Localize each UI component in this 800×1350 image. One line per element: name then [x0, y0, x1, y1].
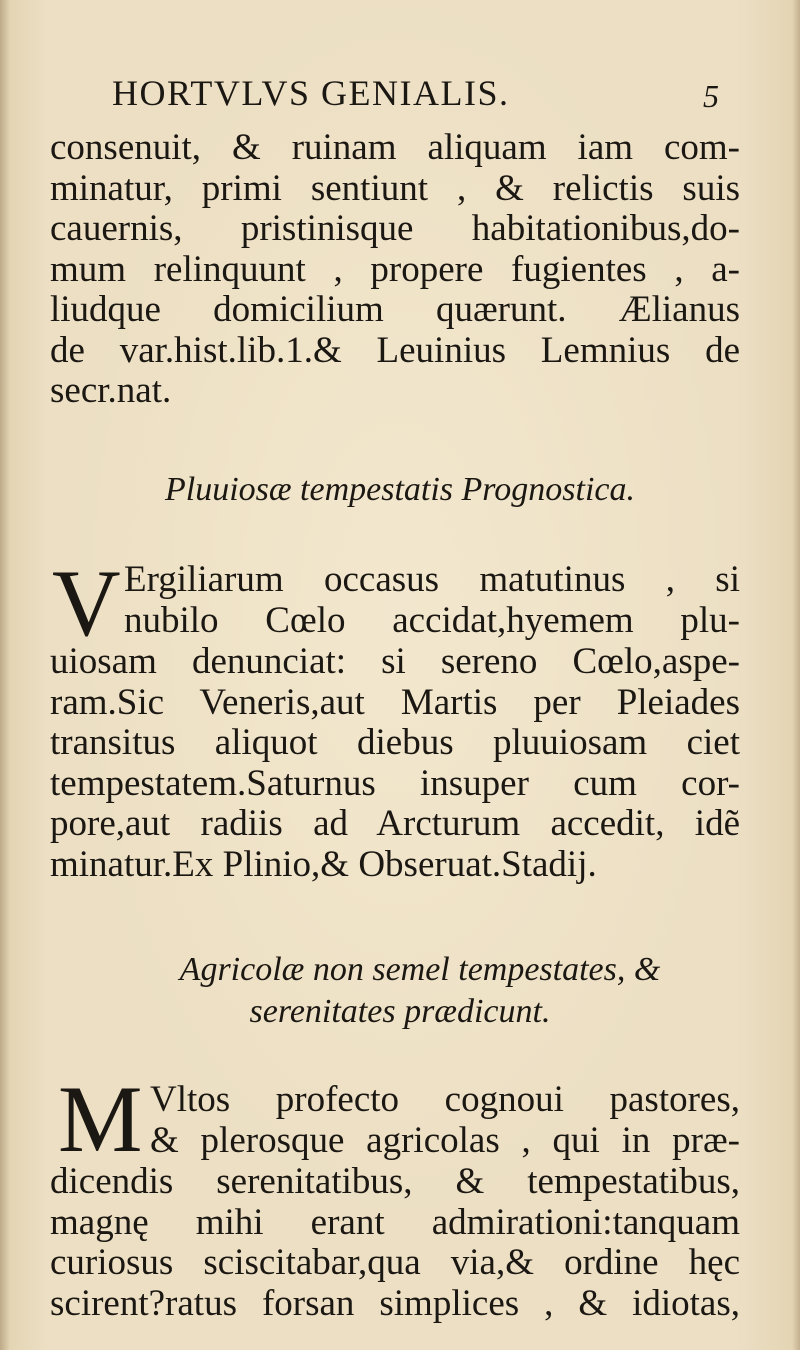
- drop-cap-letter: V: [52, 550, 121, 656]
- section-heading: serenitates prædicunt.: [249, 993, 551, 1030]
- text-line: de var.hist.lib.1.& Leuinius Lemnius de: [50, 329, 740, 371]
- text-line: consenuit, & ruinam aliquam iam com-: [50, 127, 740, 168]
- text-line: nubilo Cœlo accidat,hyemem plu-: [124, 600, 740, 641]
- text-line: Ergiliarum occasus matutinus , si: [124, 559, 740, 600]
- paragraph-prognostica: [50, 642, 740, 885]
- text-line: pore,aut radiis ad Arcturum accedit, idẽ: [50, 803, 740, 844]
- text-line: Vltos profecto cognoui pastores,: [150, 1079, 740, 1120]
- text-line: dicendis serenitatibus, & tempestatibus,: [50, 1161, 740, 1202]
- text-line: magnę mihi erant admirationi:tanquam: [50, 1201, 740, 1243]
- text-line: tempestatem.Saturnus insuper cum cor-: [50, 762, 740, 804]
- paragraph-agricolae: [50, 1162, 740, 1324]
- paragraph-continuation: [50, 128, 740, 412]
- section-heading: Agricolæ non semel tempestates, &: [179, 951, 661, 988]
- drop-cap-letter: M: [58, 1066, 143, 1172]
- page-edge-shadow: [792, 0, 800, 1350]
- text-line: cauernis, pristinisque habitationibus,do-: [50, 208, 740, 249]
- text-line: scirent?ratus forsan simplices , & idiotas,: [50, 1282, 740, 1324]
- text-line: liudque domicilium quærunt. Ælianus: [50, 289, 740, 330]
- text-line: minatur.Ex Plinio,& Obseruat.Stadij.: [50, 843, 597, 885]
- text-line: transitus aliquot diebus pluuiosam ciet: [50, 722, 740, 763]
- text-line: secr.nat.: [50, 370, 172, 411]
- section-heading: Pluuiosæ tempestatis Prognostica.: [164, 471, 635, 508]
- text-line: minatur, primi sentiunt , & relictis suis: [50, 167, 740, 209]
- spine-shadow: [0, 0, 10, 1350]
- text-line: ram.Sic Veneris,aut Martis per Pleiades: [50, 681, 740, 723]
- text-line: curiosus sciscitabar,qua via,& ordine hęc: [50, 1242, 740, 1283]
- text-line: mum relinquunt , propere fugientes , a-: [50, 248, 740, 290]
- text-line: uiosam denunciat: si sereno Cœlo,aspe-: [50, 641, 740, 682]
- page-number: 5: [703, 78, 719, 114]
- text-line: & plerosque agricolas , qui in præ-: [150, 1120, 740, 1161]
- running-head: HORTVLVS GENIALIS.: [112, 73, 510, 113]
